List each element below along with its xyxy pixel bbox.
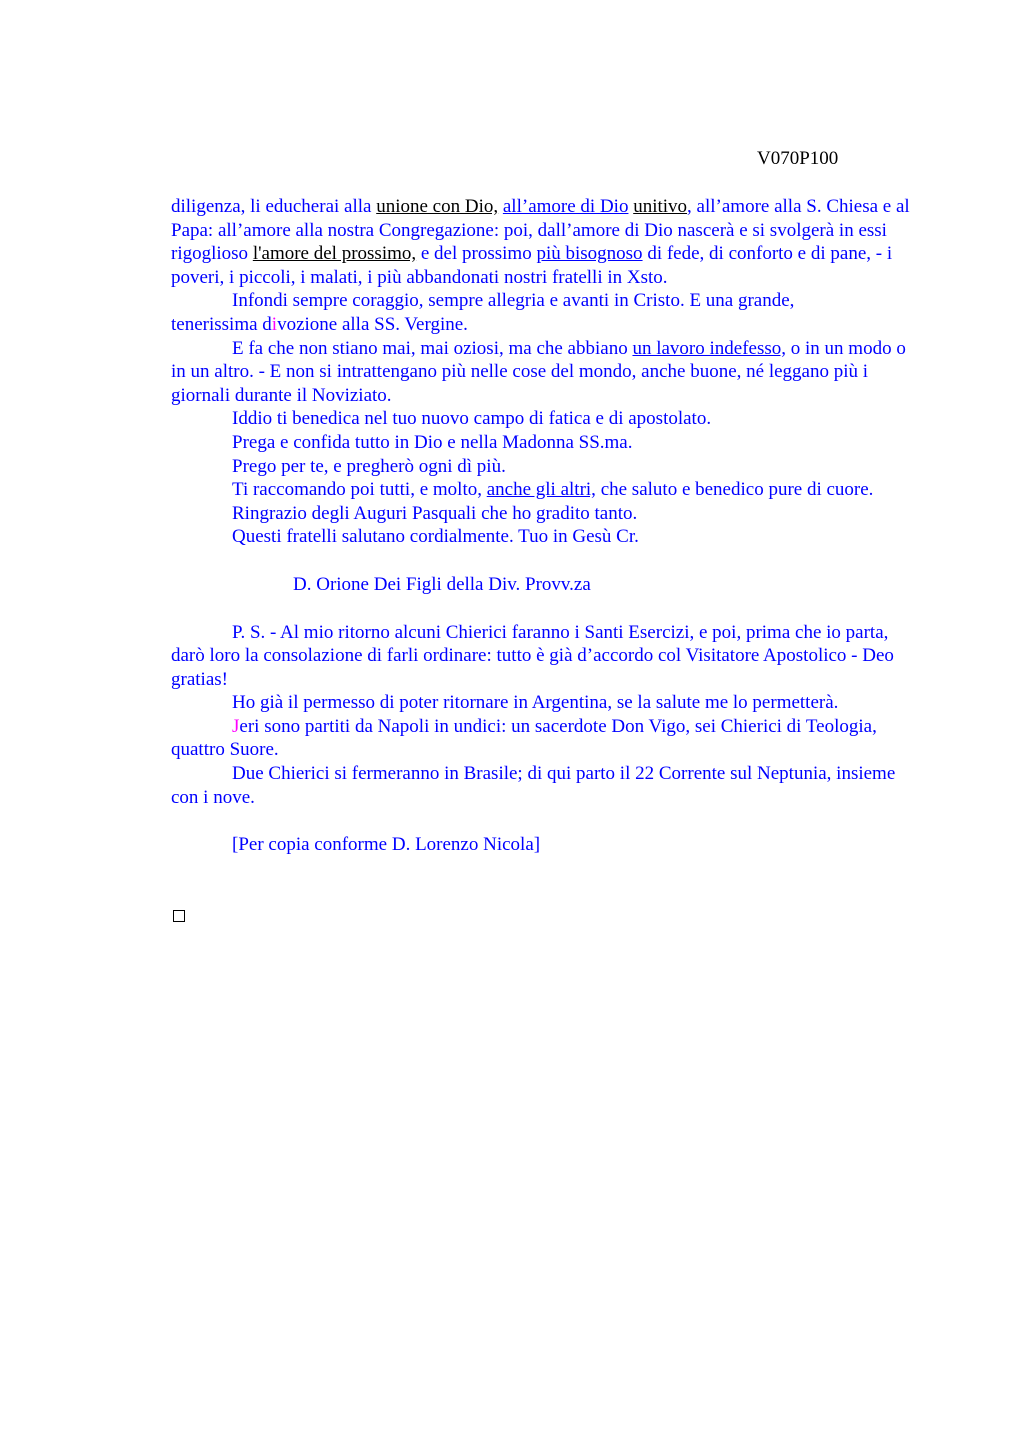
p3-text-2: vozione alla SS. Vergine. — [277, 313, 468, 335]
postscript-1: P. S. - Al mio ritorno alcuni Chierici faranno i Santi Esercizi, e poi, prima che io parta, darò loro la consolazione di farli ordinare: tutto è già d’accordo col Visitatore Apostolico - Deo gratias! — [171, 621, 894, 690]
p4-text-1: E fa che non stiano mai, mai oziosi, ma che abbiano — [232, 337, 633, 359]
underlined-phrase: più bisognoso — [536, 243, 643, 265]
p1-text-6: di fede, di conforto e di pane, - i poveri, i piccoli, i malati, i più abbandonati nostri fratelli in Xsto. — [171, 243, 893, 288]
ps3-text: eri sono partiti da Napoli in undici: un sacerdote Don Vigo, sei Chierici di Teologia, quattro Suore. — [171, 715, 877, 761]
underlined-phrase: all’amore di Dio — [502, 196, 629, 217]
paragraph-1 — [171, 195, 916, 289]
paragraph-7: Prego per te, e pregherò ogni dì più. — [232, 455, 506, 477]
signature: D. Orione Dei Figli della Div. Provv.za — [293, 573, 591, 595]
p1-text-5: e del prossimo — [416, 243, 537, 265]
paragraph-10: Questi fratelli salutano cordialmente. Tuo in Gesù Cr. — [232, 526, 639, 548]
copy-note: [Per copia conforme D. Lorenzo Nicola] — [232, 834, 541, 856]
underlined-phrase: anche gli altri, — [486, 479, 596, 501]
empty-square-icon — [173, 910, 185, 922]
paragraph-3 — [171, 313, 916, 337]
p1-text-4: , all’amore alla S. Chiesa e al Papa: all’amore alla nostra Congregazione: poi, dall’amore di Dio nascerà e si svolgerà in essi rigoglioso — [171, 196, 910, 265]
spacer — [171, 597, 916, 621]
p3-text-1: tenerissima d — [171, 313, 272, 335]
p8-text-2: che saluto e benedico pure di cuore. — [595, 479, 874, 501]
letter-body — [171, 195, 916, 857]
paragraph-5: Iddio ti benedica nel tuo nuovo campo di fatica e di apostolato. — [232, 408, 712, 430]
paragraph-8 — [171, 478, 916, 502]
spacer — [171, 549, 916, 573]
paragraph-9: Ringrazio degli Auguri Pasquali che ho gradito tanto. — [232, 502, 638, 524]
p1-text-1: diligenza, li educherai alla — [171, 196, 377, 217]
postscript-2: Ho già il permesso di poter ritornare in Argentina, se la salute me lo permetterà. — [232, 692, 839, 714]
underlined-phrase: un lavoro indefesso, — [632, 337, 787, 359]
p8-text-1: Ti raccomando poi tutti, e molto, — [232, 479, 487, 501]
highlighted-letter: i — [271, 313, 278, 335]
page-code: V070P100 — [757, 148, 839, 169]
paragraph-6: Prega e confida tutto in Dio e nella Madonna SS.ma. — [232, 431, 633, 453]
underlined-phrase: l'amore del prossimo, — [252, 243, 417, 265]
postscript-4: Due Chierici si fermeranno in Brasile; di qui parto il 22 Corrente sul Neptunia, insieme con i nove. — [171, 763, 896, 808]
underlined-phrase: unitivo — [633, 196, 688, 217]
paragraph-2: Infondi sempre coraggio, sempre allegria e avanti in Cristo. E una grande, — [232, 290, 795, 312]
underlined-phrase: unione con Dio, — [376, 196, 499, 217]
postscript-3 — [171, 715, 916, 762]
spacer — [171, 809, 916, 833]
highlighted-letter: J — [232, 715, 240, 737]
p4-text-2: o in un modo o in un altro. - E non si intrattengano più nelle cose del mondo, anche buone, né leggano più i giornali durante il Noviziato. — [171, 337, 906, 406]
paragraph-4 — [171, 337, 916, 408]
